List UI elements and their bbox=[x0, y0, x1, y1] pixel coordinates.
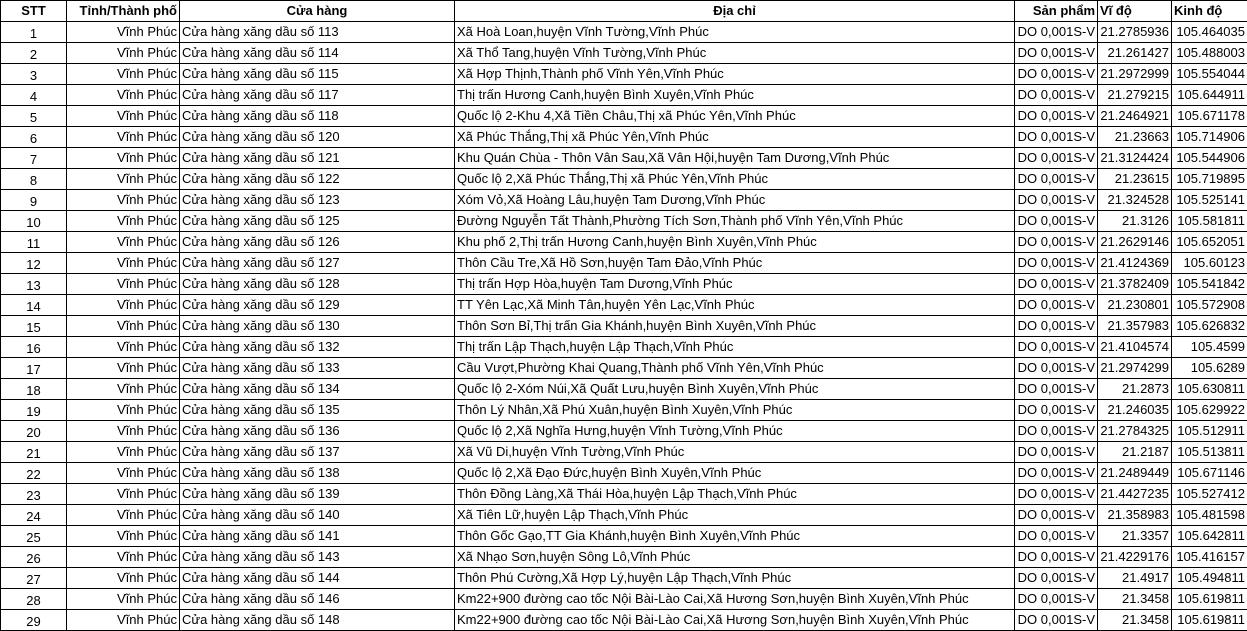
table-row bbox=[1, 421, 1247, 442]
cell-store: Cửa hàng xăng dầu số 121 bbox=[180, 148, 455, 169]
cell-product: DO 0,001S-V bbox=[1015, 43, 1098, 64]
cell-lon: 105.527412 bbox=[1172, 484, 1247, 505]
cell-stt: 18 bbox=[1, 379, 67, 400]
cell-address: Thôn Cầu Tre,Xã Hồ Sơn,huyện Tam Đảo,Vĩnh Phúc bbox=[455, 253, 1015, 274]
cell-province: Vĩnh Phúc bbox=[67, 442, 180, 463]
table-row bbox=[1, 505, 1247, 526]
cell-lat: 21.358983 bbox=[1098, 505, 1172, 526]
cell-province: Vĩnh Phúc bbox=[67, 547, 180, 568]
cell-lat: 21.3357 bbox=[1098, 526, 1172, 547]
cell-lat: 21.3458 bbox=[1098, 610, 1172, 631]
cell-product: DO 0,001S-V bbox=[1015, 64, 1098, 85]
table-row bbox=[1, 463, 1247, 484]
cell-province: Vĩnh Phúc bbox=[67, 568, 180, 589]
table-row bbox=[1, 337, 1247, 358]
cell-product: DO 0,001S-V bbox=[1015, 610, 1098, 631]
cell-stt: 7 bbox=[1, 148, 67, 169]
table-row bbox=[1, 295, 1247, 316]
cell-province: Vĩnh Phúc bbox=[67, 463, 180, 484]
cell-stt: 23 bbox=[1, 484, 67, 505]
cell-lon: 105.619811 bbox=[1172, 610, 1247, 631]
cell-lon: 105.4599 bbox=[1172, 337, 1247, 358]
cell-store: Cửa hàng xăng dầu số 125 bbox=[180, 211, 455, 232]
cell-lon: 105.642811 bbox=[1172, 526, 1247, 547]
table-body bbox=[1, 22, 1247, 631]
cell-store: Cửa hàng xăng dầu số 127 bbox=[180, 253, 455, 274]
cell-lat: 21.2873 bbox=[1098, 379, 1172, 400]
table-row bbox=[1, 526, 1247, 547]
cell-store: Cửa hàng xăng dầu số 132 bbox=[180, 337, 455, 358]
cell-stt: 13 bbox=[1, 274, 67, 295]
cell-address: TT Yên Lạc,Xã Minh Tân,huyện Yên Lạc,Vĩnh Phúc bbox=[455, 295, 1015, 316]
table-row bbox=[1, 589, 1247, 610]
cell-stt: 14 bbox=[1, 295, 67, 316]
cell-product: DO 0,001S-V bbox=[1015, 295, 1098, 316]
cell-lat: 21.3782409 bbox=[1098, 274, 1172, 295]
cell-stt: 28 bbox=[1, 589, 67, 610]
cell-address: Xã Vũ Di,huyện Vĩnh Tường,Vĩnh Phúc bbox=[455, 442, 1015, 463]
cell-store: Cửa hàng xăng dầu số 126 bbox=[180, 232, 455, 253]
cell-product: DO 0,001S-V bbox=[1015, 211, 1098, 232]
cell-province: Vĩnh Phúc bbox=[67, 316, 180, 337]
cell-store: Cửa hàng xăng dầu số 137 bbox=[180, 442, 455, 463]
cell-province: Vĩnh Phúc bbox=[67, 85, 180, 106]
cell-store: Cửa hàng xăng dầu số 117 bbox=[180, 85, 455, 106]
cell-product: DO 0,001S-V bbox=[1015, 400, 1098, 421]
cell-stt: 11 bbox=[1, 232, 67, 253]
table-row bbox=[1, 127, 1247, 148]
cell-lon: 105.513811 bbox=[1172, 442, 1247, 463]
cell-address: Xã Thổ Tang,huyện Vĩnh Tường,Vĩnh Phúc bbox=[455, 43, 1015, 64]
cell-province: Vĩnh Phúc bbox=[67, 127, 180, 148]
cell-province: Vĩnh Phúc bbox=[67, 253, 180, 274]
cell-stt: 27 bbox=[1, 568, 67, 589]
cell-product: DO 0,001S-V bbox=[1015, 190, 1098, 211]
header-address: Địa chỉ bbox=[455, 1, 1015, 22]
cell-lat: 21.4229176 bbox=[1098, 547, 1172, 568]
cell-province: Vĩnh Phúc bbox=[67, 169, 180, 190]
table-row bbox=[1, 358, 1247, 379]
table-row bbox=[1, 211, 1247, 232]
cell-lat: 21.3458 bbox=[1098, 589, 1172, 610]
cell-lat: 21.2972999 bbox=[1098, 64, 1172, 85]
cell-stt: 2 bbox=[1, 43, 67, 64]
cell-stt: 22 bbox=[1, 463, 67, 484]
cell-province: Vĩnh Phúc bbox=[67, 148, 180, 169]
cell-province: Vĩnh Phúc bbox=[67, 106, 180, 127]
cell-product: DO 0,001S-V bbox=[1015, 148, 1098, 169]
cell-lon: 105.525141 bbox=[1172, 190, 1247, 211]
cell-lat: 21.357983 bbox=[1098, 316, 1172, 337]
cell-stt: 25 bbox=[1, 526, 67, 547]
cell-stt: 8 bbox=[1, 169, 67, 190]
cell-address: Km22+900 đường cao tốc Nội Bài-Lào Cai,Xã Hương Sơn,huyện Bình Xuyên,Vĩnh Phúc bbox=[455, 610, 1015, 631]
cell-store: Cửa hàng xăng dầu số 128 bbox=[180, 274, 455, 295]
cell-store: Cửa hàng xăng dầu số 123 bbox=[180, 190, 455, 211]
cell-lat: 21.4427235 bbox=[1098, 484, 1172, 505]
cell-store: Cửa hàng xăng dầu số 141 bbox=[180, 526, 455, 547]
cell-province: Vĩnh Phúc bbox=[67, 610, 180, 631]
cell-store: Cửa hàng xăng dầu số 118 bbox=[180, 106, 455, 127]
cell-lat: 21.4124369 bbox=[1098, 253, 1172, 274]
cell-address: Quốc lộ 2-Khu 4,Xã Tiền Châu,Thị xã Phúc Yên,Vĩnh Phúc bbox=[455, 106, 1015, 127]
cell-store: Cửa hàng xăng dầu số 136 bbox=[180, 421, 455, 442]
table-row bbox=[1, 22, 1247, 43]
cell-product: DO 0,001S-V bbox=[1015, 547, 1098, 568]
table-row bbox=[1, 85, 1247, 106]
header-product: Sản phẩm bbox=[1015, 1, 1098, 22]
cell-product: DO 0,001S-V bbox=[1015, 337, 1098, 358]
table-row bbox=[1, 64, 1247, 85]
cell-product: DO 0,001S-V bbox=[1015, 169, 1098, 190]
header-row bbox=[1, 1, 1247, 22]
cell-stt: 19 bbox=[1, 400, 67, 421]
cell-product: DO 0,001S-V bbox=[1015, 85, 1098, 106]
cell-stt: 1 bbox=[1, 22, 67, 43]
cell-address: Quốc lộ 2,Xã Nghĩa Hưng,huyện Vĩnh Tường,Vĩnh Phúc bbox=[455, 421, 1015, 442]
cell-store: Cửa hàng xăng dầu số 120 bbox=[180, 127, 455, 148]
cell-province: Vĩnh Phúc bbox=[67, 589, 180, 610]
cell-store: Cửa hàng xăng dầu số 130 bbox=[180, 316, 455, 337]
table-row bbox=[1, 190, 1247, 211]
cell-product: DO 0,001S-V bbox=[1015, 442, 1098, 463]
cell-address: Đường Nguyễn Tất Thành,Phường Tích Sơn,Thành phố Vĩnh Yên,Vĩnh Phúc bbox=[455, 211, 1015, 232]
table-row bbox=[1, 316, 1247, 337]
table-row bbox=[1, 400, 1247, 421]
cell-address: Thôn Gốc Gạo,TT Gia Khánh,huyện Bình Xuyên,Vĩnh Phúc bbox=[455, 526, 1015, 547]
table-row bbox=[1, 610, 1247, 631]
cell-province: Vĩnh Phúc bbox=[67, 379, 180, 400]
cell-lon: 105.719895 bbox=[1172, 169, 1247, 190]
cell-stt: 9 bbox=[1, 190, 67, 211]
header-stt: STT bbox=[1, 1, 67, 22]
cell-address: Khu phố 2,Thị trấn Hương Canh,huyện Bình Xuyên,Vĩnh Phúc bbox=[455, 232, 1015, 253]
cell-province: Vĩnh Phúc bbox=[67, 505, 180, 526]
cell-lat: 21.23615 bbox=[1098, 169, 1172, 190]
cell-store: Cửa hàng xăng dầu số 134 bbox=[180, 379, 455, 400]
cell-address: Khu Quán Chùa - Thôn Vân Sau,Xã Vân Hội,huyện Tam Dương,Vĩnh Phúc bbox=[455, 148, 1015, 169]
cell-lat: 21.4104574 bbox=[1098, 337, 1172, 358]
cell-lat: 21.2785936 bbox=[1098, 22, 1172, 43]
cell-address: Thị trấn Hương Canh,huyện Bình Xuyên,Vĩnh Phúc bbox=[455, 85, 1015, 106]
cell-stt: 10 bbox=[1, 211, 67, 232]
table-row bbox=[1, 547, 1247, 568]
cell-lat: 21.230801 bbox=[1098, 295, 1172, 316]
cell-address: Thôn Phú Cường,Xã Hợp Lý,huyện Lập Thạch,Vĩnh Phúc bbox=[455, 568, 1015, 589]
header-province: Tỉnh/Thành phố bbox=[67, 1, 180, 22]
cell-lat: 21.279215 bbox=[1098, 85, 1172, 106]
cell-lat: 21.246035 bbox=[1098, 400, 1172, 421]
table-row bbox=[1, 43, 1247, 64]
cell-province: Vĩnh Phúc bbox=[67, 274, 180, 295]
cell-lon: 105.512911 bbox=[1172, 421, 1247, 442]
cell-product: DO 0,001S-V bbox=[1015, 274, 1098, 295]
cell-lon: 105.488003 bbox=[1172, 43, 1247, 64]
cell-store: Cửa hàng xăng dầu số 140 bbox=[180, 505, 455, 526]
cell-lon: 105.581811 bbox=[1172, 211, 1247, 232]
cell-lon: 105.619811 bbox=[1172, 589, 1247, 610]
cell-address: Xã Nhạo Sơn,huyện Sông Lô,Vĩnh Phúc bbox=[455, 547, 1015, 568]
cell-lon: 105.572908 bbox=[1172, 295, 1247, 316]
cell-address: Thôn Lý Nhân,Xã Phú Xuân,huyện Bình Xuyên,Vĩnh Phúc bbox=[455, 400, 1015, 421]
cell-province: Vĩnh Phúc bbox=[67, 190, 180, 211]
cell-store: Cửa hàng xăng dầu số 144 bbox=[180, 568, 455, 589]
cell-lon: 105.494811 bbox=[1172, 568, 1247, 589]
cell-store: Cửa hàng xăng dầu số 139 bbox=[180, 484, 455, 505]
cell-store: Cửa hàng xăng dầu số 122 bbox=[180, 169, 455, 190]
cell-store: Cửa hàng xăng dầu số 138 bbox=[180, 463, 455, 484]
cell-stt: 6 bbox=[1, 127, 67, 148]
cell-address: Xóm Vỏ,Xã Hoàng Lâu,huyện Tam Dương,Vĩnh Phúc bbox=[455, 190, 1015, 211]
cell-store: Cửa hàng xăng dầu số 135 bbox=[180, 400, 455, 421]
cell-province: Vĩnh Phúc bbox=[67, 22, 180, 43]
table-row bbox=[1, 379, 1247, 400]
table-row bbox=[1, 148, 1247, 169]
header-lat: Vĩ độ bbox=[1098, 1, 1172, 22]
cell-province: Vĩnh Phúc bbox=[67, 484, 180, 505]
table-row bbox=[1, 106, 1247, 127]
cell-province: Vĩnh Phúc bbox=[67, 358, 180, 379]
cell-lat: 21.4917 bbox=[1098, 568, 1172, 589]
cell-lon: 105.554044 bbox=[1172, 64, 1247, 85]
cell-stt: 24 bbox=[1, 505, 67, 526]
cell-lat: 21.261427 bbox=[1098, 43, 1172, 64]
cell-province: Vĩnh Phúc bbox=[67, 400, 180, 421]
cell-product: DO 0,001S-V bbox=[1015, 253, 1098, 274]
cell-product: DO 0,001S-V bbox=[1015, 568, 1098, 589]
cell-address: Quốc lộ 2,Xã Đạo Đức,huyện Bình Xuyên,Vĩnh Phúc bbox=[455, 463, 1015, 484]
cell-product: DO 0,001S-V bbox=[1015, 316, 1098, 337]
cell-lat: 21.2784325 bbox=[1098, 421, 1172, 442]
cell-stt: 21 bbox=[1, 442, 67, 463]
cell-product: DO 0,001S-V bbox=[1015, 526, 1098, 547]
cell-stt: 5 bbox=[1, 106, 67, 127]
cell-province: Vĩnh Phúc bbox=[67, 337, 180, 358]
table-row bbox=[1, 484, 1247, 505]
cell-store: Cửa hàng xăng dầu số 129 bbox=[180, 295, 455, 316]
cell-product: DO 0,001S-V bbox=[1015, 463, 1098, 484]
cell-lon: 105.6289 bbox=[1172, 358, 1247, 379]
cell-product: DO 0,001S-V bbox=[1015, 589, 1098, 610]
cell-stt: 29 bbox=[1, 610, 67, 631]
cell-lon: 105.671178 bbox=[1172, 106, 1247, 127]
cell-stt: 26 bbox=[1, 547, 67, 568]
cell-address: Thôn Sơn Bỉ,Thị trấn Gia Khánh,huyện Bình Xuyên,Vĩnh Phúc bbox=[455, 316, 1015, 337]
cell-product: DO 0,001S-V bbox=[1015, 106, 1098, 127]
cell-store: Cửa hàng xăng dầu số 113 bbox=[180, 22, 455, 43]
cell-address: Thị trấn Hợp Hòa,huyện Tam Dương,Vĩnh Phúc bbox=[455, 274, 1015, 295]
cell-stt: 4 bbox=[1, 85, 67, 106]
cell-store: Cửa hàng xăng dầu số 143 bbox=[180, 547, 455, 568]
cell-lon: 105.464035 bbox=[1172, 22, 1247, 43]
cell-lat: 21.23663 bbox=[1098, 127, 1172, 148]
cell-lon: 105.714906 bbox=[1172, 127, 1247, 148]
cell-province: Vĩnh Phúc bbox=[67, 526, 180, 547]
cell-address: Km22+900 đường cao tốc Nội Bài-Lào Cai,Xã Hương Sơn,huyện Bình Xuyên,Vĩnh Phúc bbox=[455, 589, 1015, 610]
cell-stt: 15 bbox=[1, 316, 67, 337]
cell-address: Thị trấn Lập Thạch,huyện Lập Thạch,Vĩnh Phúc bbox=[455, 337, 1015, 358]
cell-product: DO 0,001S-V bbox=[1015, 127, 1098, 148]
cell-lat: 21.324528 bbox=[1098, 190, 1172, 211]
cell-stt: 3 bbox=[1, 64, 67, 85]
cell-product: DO 0,001S-V bbox=[1015, 232, 1098, 253]
cell-lat: 21.2464921 bbox=[1098, 106, 1172, 127]
cell-province: Vĩnh Phúc bbox=[67, 421, 180, 442]
cell-product: DO 0,001S-V bbox=[1015, 484, 1098, 505]
cell-store: Cửa hàng xăng dầu số 133 bbox=[180, 358, 455, 379]
cell-lat: 21.2974299 bbox=[1098, 358, 1172, 379]
header-lon: Kinh độ bbox=[1172, 1, 1247, 22]
cell-lon: 105.416157 bbox=[1172, 547, 1247, 568]
table-row bbox=[1, 253, 1247, 274]
cell-product: DO 0,001S-V bbox=[1015, 379, 1098, 400]
cell-address: Xã Phúc Thắng,Thị xã Phúc Yên,Vĩnh Phúc bbox=[455, 127, 1015, 148]
cell-lon: 105.60123 bbox=[1172, 253, 1247, 274]
cell-province: Vĩnh Phúc bbox=[67, 43, 180, 64]
table-row bbox=[1, 169, 1247, 190]
cell-stt: 16 bbox=[1, 337, 67, 358]
cell-address: Thôn Đồng Làng,Xã Thái Hòa,huyện Lập Thạch,Vĩnh Phúc bbox=[455, 484, 1015, 505]
table-row bbox=[1, 232, 1247, 253]
table-row bbox=[1, 568, 1247, 589]
cell-address: Xã Hợp Thịnh,Thành phố Vĩnh Yên,Vĩnh Phúc bbox=[455, 64, 1015, 85]
cell-store: Cửa hàng xăng dầu số 148 bbox=[180, 610, 455, 631]
cell-lat: 21.2629146 bbox=[1098, 232, 1172, 253]
cell-product: DO 0,001S-V bbox=[1015, 421, 1098, 442]
table-row bbox=[1, 274, 1247, 295]
table-row bbox=[1, 442, 1247, 463]
cell-store: Cửa hàng xăng dầu số 146 bbox=[180, 589, 455, 610]
cell-lat: 21.2187 bbox=[1098, 442, 1172, 463]
cell-province: Vĩnh Phúc bbox=[67, 211, 180, 232]
cell-lon: 105.541842 bbox=[1172, 274, 1247, 295]
cell-lon: 105.629922 bbox=[1172, 400, 1247, 421]
cell-province: Vĩnh Phúc bbox=[67, 295, 180, 316]
cell-lat: 21.3126 bbox=[1098, 211, 1172, 232]
cell-store: Cửa hàng xăng dầu số 114 bbox=[180, 43, 455, 64]
cell-stt: 12 bbox=[1, 253, 67, 274]
cell-lon: 105.630811 bbox=[1172, 379, 1247, 400]
cell-address: Xã Tiên Lữ,huyện Lập Thạch,Vĩnh Phúc bbox=[455, 505, 1015, 526]
cell-lon: 105.626832 bbox=[1172, 316, 1247, 337]
cell-lon: 105.544906 bbox=[1172, 148, 1247, 169]
cell-address: Cầu Vượt,Phường Khai Quang,Thành phố Vĩnh Yên,Vĩnh Phúc bbox=[455, 358, 1015, 379]
cell-address: Quốc lộ 2,Xã Phúc Thắng,Thị xã Phúc Yên,Vĩnh Phúc bbox=[455, 169, 1015, 190]
cell-stt: 20 bbox=[1, 421, 67, 442]
cell-lon: 105.671146 bbox=[1172, 463, 1247, 484]
cell-province: Vĩnh Phúc bbox=[67, 64, 180, 85]
cell-stt: 17 bbox=[1, 358, 67, 379]
cell-address: Xã Hoà Loan,huyện Vĩnh Tường,Vĩnh Phúc bbox=[455, 22, 1015, 43]
header-store: Cửa hàng bbox=[180, 1, 455, 22]
cell-lon: 105.644911 bbox=[1172, 85, 1247, 106]
cell-lon: 105.481598 bbox=[1172, 505, 1247, 526]
cell-lat: 21.2489449 bbox=[1098, 463, 1172, 484]
cell-lon: 105.652051 bbox=[1172, 232, 1247, 253]
cell-product: DO 0,001S-V bbox=[1015, 505, 1098, 526]
cell-product: DO 0,001S-V bbox=[1015, 358, 1098, 379]
cell-product: DO 0,001S-V bbox=[1015, 22, 1098, 43]
cell-province: Vĩnh Phúc bbox=[67, 232, 180, 253]
cell-store: Cửa hàng xăng dầu số 115 bbox=[180, 64, 455, 85]
cell-address: Quốc lộ 2-Xóm Núi,Xã Quất Lưu,huyện Bình Xuyên,Vĩnh Phúc bbox=[455, 379, 1015, 400]
cell-lat: 21.3124424 bbox=[1098, 148, 1172, 169]
